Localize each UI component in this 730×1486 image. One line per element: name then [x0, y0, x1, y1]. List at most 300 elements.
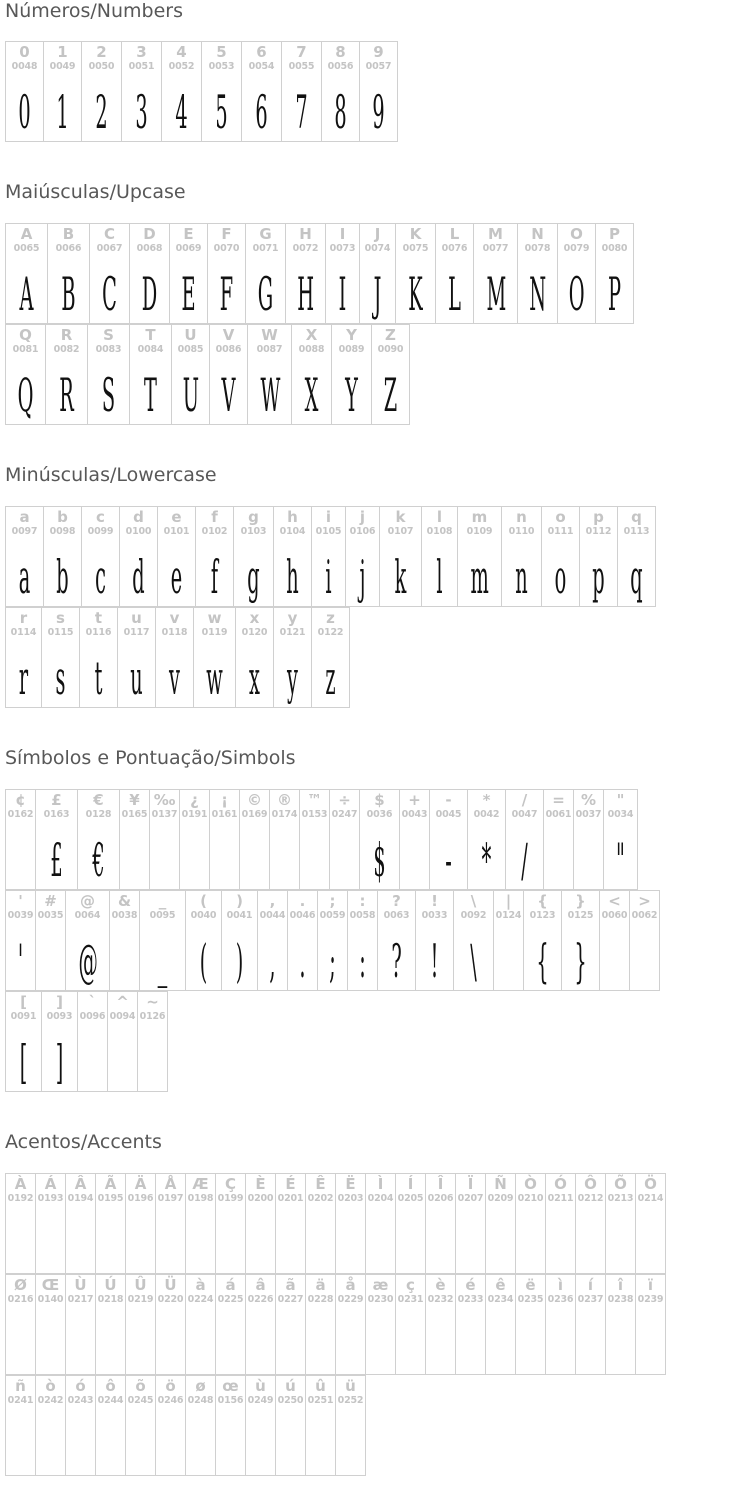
glyph-sample: e	[170, 550, 183, 604]
glyph-cell	[575, 1274, 606, 1375]
glyph-char-label: ¥	[129, 791, 140, 809]
glyph-char-label: ÷	[338, 791, 351, 809]
glyph-char-label: g	[248, 508, 259, 526]
glyph-char-label: h	[287, 508, 298, 526]
glyph-char-label: %	[580, 791, 597, 809]
glyph-code-label: 0252	[337, 1395, 364, 1406]
glyph-cell	[347, 890, 378, 991]
glyph-code-label: 0244	[97, 1395, 124, 1406]
glyph-char-label: 8	[335, 43, 346, 61]
glyph-char-label: 3	[136, 43, 147, 61]
glyph-code-label: 0054	[248, 61, 275, 72]
glyph-sample: v	[169, 651, 180, 705]
glyph-code-label: 0100	[125, 526, 152, 537]
glyph-code-label: 0128	[85, 809, 112, 820]
glyph-char-label: Û	[134, 1276, 147, 1294]
glyph-sample: Q	[17, 368, 34, 422]
glyph-char-label: 6	[256, 43, 267, 61]
glyph-cell	[171, 324, 210, 425]
glyph-char-label: D	[143, 225, 156, 243]
glyph-char-label: M	[488, 225, 503, 243]
glyph-sample: €	[92, 833, 105, 887]
glyph-char-label: t	[94, 609, 103, 627]
glyph-code-label: 0083	[95, 344, 122, 355]
glyph-char-label: Ë	[345, 1175, 356, 1193]
glyph-code-label: 0088	[298, 344, 325, 355]
glyph-cell	[329, 789, 360, 890]
glyph-row	[5, 1274, 665, 1375]
glyph-char-label: Ü	[164, 1276, 177, 1294]
glyph-char-label: ®	[277, 791, 292, 809]
glyph-sample: k	[394, 550, 407, 604]
glyph-code-label: 0068	[136, 243, 163, 254]
glyph-cell	[467, 789, 506, 890]
glyph-code-label: 0216	[7, 1294, 34, 1305]
glyph-cell	[137, 991, 168, 1092]
glyph-cell	[43, 41, 82, 142]
glyph-code-label: 0247	[331, 809, 358, 820]
glyph-cell	[485, 1173, 516, 1274]
glyph-code-label: 0094	[109, 1011, 136, 1022]
glyph-sample: E	[181, 267, 196, 321]
glyph-cell	[65, 890, 110, 991]
glyph-sample: t	[94, 651, 103, 705]
glyph-char-label: Æ	[192, 1175, 209, 1193]
glyph-char-label: â	[255, 1276, 266, 1294]
glyph-char-label: z	[326, 609, 335, 627]
glyph-code-label: 0245	[127, 1395, 154, 1406]
glyph-char-label: 7	[296, 43, 307, 61]
glyph-code-label: 0243	[67, 1395, 94, 1406]
glyph-sample: s	[55, 651, 66, 705]
glyph-cell	[561, 890, 600, 991]
glyph-char-label: k	[395, 508, 406, 526]
glyph-sample: @	[78, 934, 98, 988]
glyph-cell	[155, 607, 194, 708]
glyph-char-label: 0	[19, 43, 30, 61]
glyph-char-label: Õ	[614, 1175, 627, 1193]
section-title: Maiúsculas/Upcase	[5, 181, 186, 203]
glyph-code-label: 0235	[517, 1294, 544, 1305]
glyph-code-label: 0092	[460, 910, 487, 921]
glyph-code-label: 0165	[121, 809, 148, 820]
glyph-char-label: ]	[56, 993, 63, 1011]
glyph-cell	[395, 223, 436, 324]
glyph-cell	[325, 223, 360, 324]
glyph-sample: V	[221, 368, 236, 422]
glyph-cell	[371, 324, 410, 425]
glyph-code-label: 0076	[441, 243, 468, 254]
glyph-sample: ?	[391, 934, 402, 988]
glyph-cell	[107, 991, 138, 1092]
glyph-char-label: l	[436, 508, 443, 526]
glyph-code-label: 0153	[301, 809, 328, 820]
glyph-cell	[523, 890, 562, 991]
glyph-char-label: ‰	[153, 791, 176, 809]
glyph-cell	[43, 506, 82, 607]
glyph-char-label: ì	[557, 1276, 564, 1294]
glyph-char-label: !	[431, 892, 438, 910]
glyph-cell	[595, 223, 634, 324]
glyph-char-label: ò	[45, 1377, 56, 1395]
glyph-char-label: Ê	[315, 1175, 326, 1193]
glyph-code-label: 0061	[545, 809, 572, 820]
glyph-char-label: y	[287, 609, 298, 627]
glyph-char-label: È	[255, 1175, 266, 1193]
glyph-sample: f	[210, 550, 219, 604]
glyph-char-label: F	[221, 225, 232, 243]
glyph-char-label: U	[184, 326, 197, 344]
glyph-sample: m	[470, 550, 489, 604]
glyph-code-label: 0209	[487, 1193, 514, 1204]
glyph-char-label: K	[409, 225, 422, 243]
glyph-cell	[395, 1274, 426, 1375]
glyph-sample: j	[359, 550, 366, 604]
glyph-code-label: 0106	[349, 526, 376, 537]
glyph-char-label: Ö	[644, 1175, 657, 1193]
glyph-sample: M	[486, 267, 507, 321]
glyph-cell	[215, 1274, 246, 1375]
glyph-char-label: û	[315, 1377, 326, 1395]
glyph-char-label: N	[531, 225, 544, 243]
glyph-cell	[95, 1274, 126, 1375]
glyph-code-label: 0052	[168, 61, 195, 72]
glyph-code-label: 0234	[487, 1294, 514, 1305]
glyph-cell	[515, 1173, 546, 1274]
glyph-cell	[245, 223, 286, 324]
glyph-sample: *	[481, 833, 492, 887]
glyph-cell	[117, 607, 156, 708]
glyph-cell	[281, 41, 322, 142]
glyph-char-label: 5	[216, 43, 227, 61]
glyph-char-label: O	[570, 225, 583, 243]
glyph-cell	[35, 1274, 66, 1375]
glyph-char-label: G	[259, 225, 272, 243]
glyph-cell	[605, 1274, 636, 1375]
glyph-cell	[579, 506, 618, 607]
glyph-char-label: ú	[285, 1377, 296, 1395]
glyph-sample: -	[445, 833, 452, 887]
glyph-char-label: +	[408, 791, 421, 809]
glyph-code-label: 0066	[55, 243, 82, 254]
glyph-cell	[365, 1173, 396, 1274]
glyph-cell	[35, 1375, 66, 1476]
glyph-sample: D	[141, 267, 158, 321]
glyph-char-label: '	[18, 892, 23, 910]
glyph-char-label: á	[225, 1276, 236, 1294]
glyph-char-label: 9	[373, 43, 384, 61]
glyph-cell	[195, 506, 234, 607]
glyph-code-label: 0116	[85, 627, 112, 638]
glyph-code-label: 0091	[10, 1011, 37, 1022]
glyph-cell	[541, 506, 580, 607]
glyph-char-label: Á	[44, 1175, 57, 1193]
glyph-code-label: 0081	[12, 344, 39, 355]
glyph-code-label: 0218	[97, 1294, 124, 1305]
glyph-code-label: 0246	[157, 1395, 184, 1406]
glyph-char-label: ä	[315, 1276, 326, 1294]
glyph-cell	[35, 1173, 66, 1274]
glyph-cell	[155, 1274, 186, 1375]
glyph-cell	[207, 223, 246, 324]
glyph-char-label: >	[638, 892, 651, 910]
glyph-char-label: Ú	[104, 1276, 117, 1294]
glyph-cell	[573, 789, 604, 890]
glyph-char-label: _	[158, 892, 167, 910]
glyph-row	[5, 1375, 365, 1476]
glyph-cell	[5, 789, 36, 890]
glyph-cell	[291, 324, 332, 425]
glyph-char-label: o	[555, 508, 566, 526]
glyph-cell	[273, 506, 312, 607]
glyph-char-label: &	[117, 892, 132, 910]
glyph-char-label: Í	[407, 1175, 414, 1193]
glyph-sample: J	[373, 267, 382, 321]
glyph-code-label: 0109	[466, 526, 493, 537]
glyph-cell	[415, 890, 454, 991]
glyph-sample: ]	[55, 1035, 64, 1089]
glyph-cell	[185, 1375, 216, 1476]
glyph-code-label: 0248	[187, 1395, 214, 1406]
glyph-sample: c	[95, 550, 106, 604]
glyph-char-label: "	[616, 791, 625, 809]
glyph-code-label: 0101	[163, 526, 190, 537]
glyph-char-label: @	[80, 892, 95, 910]
glyph-code-label: 0114	[10, 627, 37, 638]
glyph-cell	[89, 223, 130, 324]
glyph-code-label: 0174	[271, 809, 298, 820]
glyph-code-label: 0212	[577, 1193, 604, 1204]
glyph-cell	[209, 789, 240, 890]
glyph-row	[5, 41, 397, 142]
glyph-code-label: 0227	[277, 1294, 304, 1305]
glyph-sample: £	[50, 833, 63, 887]
glyph-char-label: (	[200, 892, 207, 910]
glyph-cell	[139, 890, 186, 991]
glyph-cell	[35, 890, 66, 991]
glyph-code-label: 0050	[88, 61, 115, 72]
glyph-sample: A	[19, 267, 34, 321]
glyph-code-label: 0069	[175, 243, 202, 254]
glyph-char-label: ë	[525, 1276, 536, 1294]
glyph-char-label: ù	[255, 1377, 266, 1395]
glyph-cell	[429, 789, 468, 890]
glyph-cell	[5, 223, 48, 324]
glyph-cell	[241, 41, 282, 142]
glyph-cell	[5, 890, 36, 991]
glyph-char-label: /	[521, 791, 528, 809]
glyph-cell	[485, 1274, 516, 1375]
glyph-cell	[557, 223, 596, 324]
glyph-cell	[545, 1173, 576, 1274]
glyph-cell	[305, 1173, 336, 1274]
glyph-char-label: ~	[146, 993, 159, 1011]
glyph-char-label: ¡	[221, 791, 228, 809]
glyph-code-label: 0044	[259, 910, 286, 921]
glyph-code-label: 0038	[111, 910, 138, 921]
glyph-code-label: 0220	[157, 1294, 184, 1305]
glyph-code-label: 0098	[49, 526, 76, 537]
glyph-cell	[155, 1173, 186, 1274]
glyph-code-label: 0042	[473, 809, 500, 820]
glyph-char-label: n	[516, 508, 527, 526]
glyph-char-label: {	[537, 892, 548, 910]
glyph-code-label: 0048	[11, 61, 38, 72]
glyph-code-label: 0205	[397, 1193, 424, 1204]
glyph-code-label: 0057	[365, 61, 392, 72]
glyph-cell	[379, 506, 422, 607]
glyph-row	[5, 223, 633, 324]
glyph-cell	[395, 1173, 426, 1274]
glyph-code-label: 0195	[97, 1193, 124, 1204]
glyph-sample: 8	[334, 85, 347, 139]
glyph-char-label: 2	[96, 43, 107, 61]
glyph-code-label: 0194	[67, 1193, 94, 1204]
glyph-code-label: 0214	[637, 1193, 664, 1204]
glyph-code-label: 0111	[547, 526, 574, 537]
glyph-sample: (	[199, 934, 208, 988]
glyph-cell	[65, 1274, 96, 1375]
glyph-char-label: Ô	[584, 1175, 597, 1193]
glyph-cell	[185, 1173, 216, 1274]
glyph-code-label: 0203	[337, 1193, 364, 1204]
glyph-code-label: 0071	[252, 243, 279, 254]
glyph-row	[5, 789, 637, 890]
glyph-char-label: é	[465, 1276, 476, 1294]
glyph-cell	[65, 1375, 96, 1476]
glyph-char-label: ©	[247, 791, 262, 809]
glyph-char-label: Î	[437, 1175, 444, 1193]
glyph-char-label: v	[169, 609, 180, 627]
glyph-cell	[233, 506, 274, 607]
glyph-sample: !	[430, 934, 439, 988]
glyph-sample: )	[235, 934, 244, 988]
glyph-char-label: 1	[57, 43, 68, 61]
glyph-cell	[453, 890, 494, 991]
glyph-cell	[5, 1274, 36, 1375]
glyph-char-label: S	[103, 326, 114, 344]
glyph-sample: 5	[215, 85, 228, 139]
glyph-char-label: )	[236, 892, 243, 910]
glyph-char-label: Ù	[74, 1276, 87, 1294]
glyph-char-label: j	[359, 508, 366, 526]
glyph-sample: ,	[269, 934, 276, 988]
glyph-code-label: 0112	[585, 526, 612, 537]
glyph-code-label: 0085	[177, 344, 204, 355]
glyph-cell	[269, 789, 300, 890]
glyph-sample: :	[359, 934, 366, 988]
glyph-sample: o	[554, 550, 567, 604]
glyph-char-label: L	[449, 225, 460, 243]
glyph-code-label: 0200	[247, 1193, 274, 1204]
glyph-code-label: 0231	[397, 1294, 424, 1305]
glyph-code-label: 0072	[292, 243, 319, 254]
glyph-code-label: 0137	[151, 809, 178, 820]
glyph-char-label: É	[285, 1175, 296, 1193]
glyph-code-label: 0073	[329, 243, 356, 254]
glyph-cell	[235, 607, 274, 708]
glyph-code-label: 0102	[201, 526, 228, 537]
glyph-sample: X	[304, 368, 319, 422]
glyph-code-label: 0049	[49, 61, 76, 72]
glyph-code-label: 0034	[607, 809, 634, 820]
glyph-sample: u	[130, 651, 143, 705]
glyph-char-label: c	[96, 508, 105, 526]
glyph-cell	[245, 1274, 276, 1375]
glyph-char-label: õ	[135, 1377, 146, 1395]
glyph-cell	[47, 223, 90, 324]
glyph-char-label: e	[171, 508, 182, 526]
glyph-char-label: ç	[406, 1276, 415, 1294]
glyph-cell	[247, 324, 292, 425]
glyph-code-label: 0055	[288, 61, 315, 72]
glyph-sample: T	[144, 368, 157, 422]
glyph-sample: I	[338, 267, 347, 321]
glyph-char-label: J	[374, 225, 381, 243]
glyph-cell	[629, 890, 660, 991]
glyph-code-label: 0108	[426, 526, 453, 537]
glyph-cell	[77, 991, 108, 1092]
glyph-code-label: 0202	[307, 1193, 334, 1204]
glyph-char-label: R	[60, 326, 73, 344]
glyph-cell	[169, 223, 208, 324]
glyph-cell	[5, 324, 46, 425]
glyph-code-label: 0198	[187, 1193, 214, 1204]
glyph-code-label: 0250	[277, 1395, 304, 1406]
glyph-code-label: 0086	[215, 344, 242, 355]
glyph-cell	[5, 607, 42, 708]
glyph-cell	[493, 890, 524, 991]
glyph-code-label: 0169	[241, 809, 268, 820]
glyph-code-label: 0047	[511, 809, 538, 820]
glyph-cell	[377, 890, 416, 991]
glyph-code-label: 0225	[217, 1294, 244, 1305]
glyph-char-label: d	[133, 508, 144, 526]
glyph-code-label: 0120	[241, 627, 268, 638]
glyph-char-label: *	[482, 791, 491, 809]
glyph-cell	[501, 506, 542, 607]
glyph-cell	[275, 1173, 306, 1274]
glyph-cell	[125, 1375, 156, 1476]
glyph-char-label: -	[445, 791, 452, 809]
glyph-cell	[275, 1375, 306, 1476]
glyph-sample: O	[568, 267, 585, 321]
glyph-sample: 3	[135, 85, 148, 139]
glyph-code-label: 0162	[7, 809, 34, 820]
glyph-cell	[79, 607, 118, 708]
glyph-code-label: 0124	[495, 910, 522, 921]
glyph-code-label: 0077	[482, 243, 509, 254]
glyph-cell	[215, 1173, 246, 1274]
glyph-sample: \	[470, 934, 477, 988]
glyph-code-label: 0087	[256, 344, 283, 355]
glyph-code-label: 0053	[208, 61, 235, 72]
glyph-char-label: Ì	[377, 1175, 384, 1193]
glyph-char-label: I	[339, 225, 346, 243]
glyph-code-label: 0207	[457, 1193, 484, 1204]
glyph-cell	[179, 789, 210, 890]
glyph-cell	[305, 1274, 336, 1375]
glyph-char-label: Œ	[41, 1276, 60, 1294]
glyph-code-label: 0125	[567, 910, 594, 921]
glyph-row	[5, 991, 167, 1092]
glyph-char-label: Ä	[134, 1175, 147, 1193]
glyph-sample: z	[325, 651, 336, 705]
glyph-code-label: 0082	[53, 344, 80, 355]
glyph-code-label: 0070	[213, 243, 240, 254]
glyph-code-label: 0110	[508, 526, 535, 537]
glyph-char-label: T	[145, 326, 156, 344]
